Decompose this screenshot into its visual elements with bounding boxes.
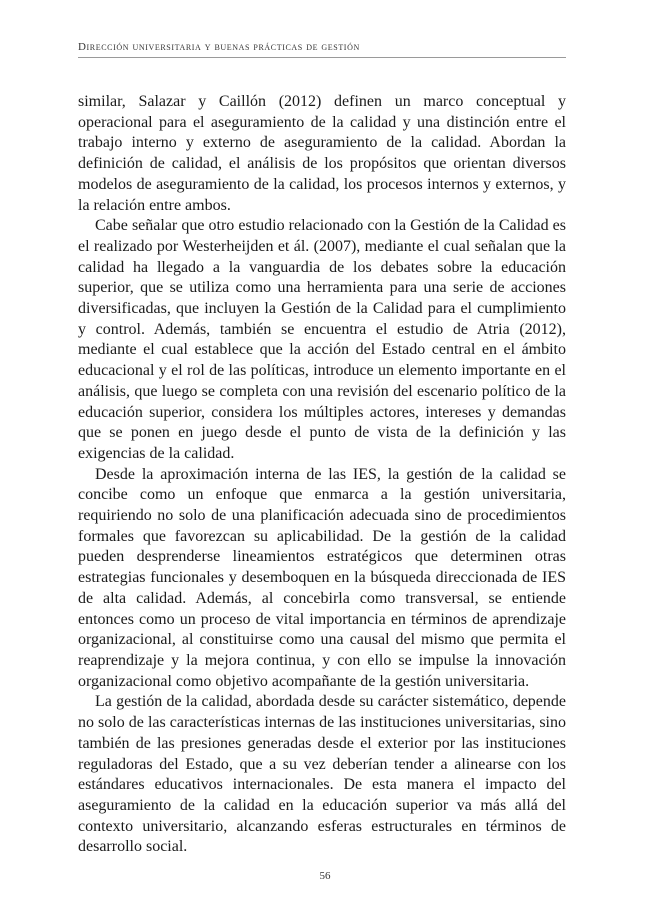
- paragraph-2: Cabe señalar que otro estudio relacionado con la Gestión de la Calidad es el realizado por Westerheijden et ál. (2007), mediante el cual señalan que la calidad ha llegado a la vanguardia de los debates sobre la educación superior, que se utiliza como una herramienta para una serie de acciones diversificadas, que incluyen la Gestión de la Calidad para el cumplimiento y control. Además, también se encuentra el estudio de Atria (2012), mediante el cual establece que la acción del Estado central en el ámbito educacional y el rol de las políticas, introduce un elemento importante en el análisis, que luego se completa con una revisión del escenario político de la educación superior, considera los múltiples actores, intereses y demandas que se ponen en juego desde el punto de vista de la definición y las exigencias de la calidad.: [78, 217, 566, 462]
- paragraph-1: similar, Salazar y Caillón (2012) definen un marco conceptual y operacional para el aseguramiento de la calidad y una distinción entre el trabajo interno y externo de aseguramiento de la calidad. Abordan la definición de calidad, el análisis de los propósitos que orientan diversos modelos de aseguramiento de la calidad, los procesos internos y externos, y la relación entre ambos.: [78, 93, 566, 214]
- header-rule: [78, 57, 566, 58]
- paragraph-3: Desde la aproximación interna de las IES, la gestión de la calidad se concibe como un enfoque que enmarca a la gestión universitaria, requiriendo no solo de una planificación adecuada sino de procedimientos formales que favorezcan su aplicabilidad. De la gestión de la calidad pueden desprenderse lineamientos estratégicos que determinen otras estrategias funcionales y desemboquen en la búsqueda direccionada de IES de alta calidad. Además, al concebirla como transversal, se entiende entonces como un proceso de vital importancia en términos de aprendizaje organizacional, al constituirse como una causal del mismo que permita el reaprendizaje y la mejora continua, y con ello se impulse la innovación organizacional como objetivo acompañante de la gestión universitaria.: [78, 465, 566, 690]
- page-number: 56: [319, 870, 331, 882]
- body-text: [78, 92, 566, 858]
- paragraph-4: La gestión de la calidad, abordada desde su carácter sistemático, depende no solo de las características internas de las instituciones universitarias, sino también de las presiones generadas desde el exterior por las instituciones reguladoras del Estado, que a su vez deberían tender a alinearse con los estándares educativos internacionales. De esta manera el impacto del aseguramiento de la calidad en la educación superior va más allá del contexto universitario, alcanzando esferas estructurales en términos de desarrollo social.: [78, 693, 566, 856]
- running-head: Dirección universitaria y buenas prácticas de gestión: [78, 41, 360, 53]
